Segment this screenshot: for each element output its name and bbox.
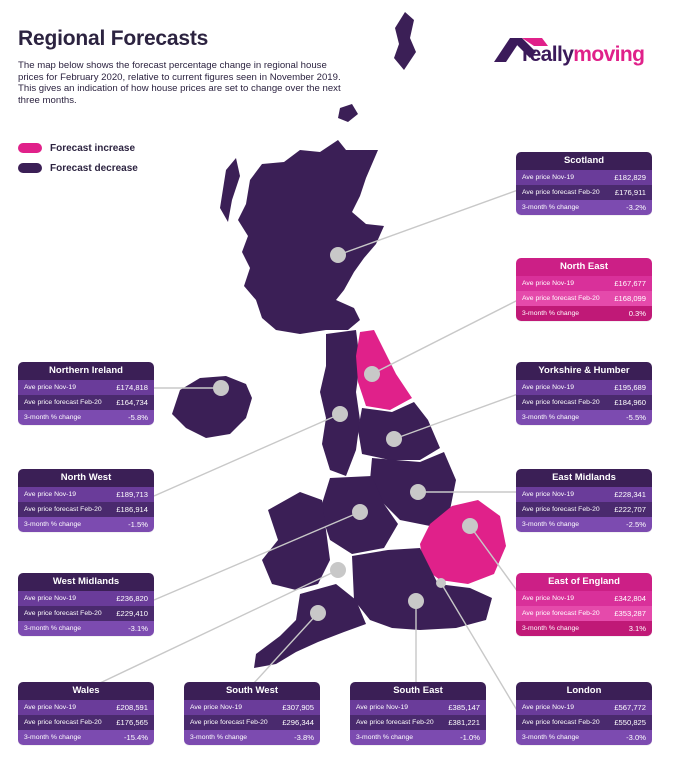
region-yorkshire (358, 402, 440, 460)
card-title: North East (516, 258, 652, 276)
row-nov: Ave price Nov-19 £228,341 (516, 487, 652, 502)
connector-scotland (338, 190, 518, 255)
card-title: East Midlands (516, 469, 652, 487)
legend-increase-label: Forecast increase (50, 142, 136, 154)
row-nov: Ave price Nov-19 £195,689 (516, 380, 652, 395)
row-nov: Ave price Nov-19 £385,147 (350, 700, 486, 715)
card-north-east (516, 258, 652, 321)
row-feb: Ave price forecast Feb-20 £164,734 (18, 395, 154, 410)
row-nov: Ave price Nov-19 £189,713 (18, 487, 154, 502)
region-scotland (238, 140, 384, 334)
page-subtitle: The map below shows the forecast percentage change in regional house prices for February 2020, relative to current figures seen in November 2019. This gives an indication of how house prices are set to change over the next three months. (18, 60, 341, 106)
card-title: Scotland (516, 152, 652, 170)
card-title: South West (184, 682, 320, 700)
marker-west-midlands (352, 504, 368, 520)
connector-north-east (372, 300, 518, 374)
card-northern-ireland (18, 362, 154, 425)
row-nov: Ave price Nov-19 £182,829 (516, 170, 652, 185)
marker-south-west (310, 605, 326, 621)
row-feb: Ave price forecast Feb-20 £381,221 (350, 715, 486, 730)
card-title: West Midlands (18, 573, 154, 591)
row-feb: Ave price forecast Feb-20 £229,410 (18, 606, 154, 621)
card-south-east (350, 682, 486, 745)
row-nov: Ave price Nov-19 £567,772 (516, 700, 652, 715)
row-feb: Ave price forecast Feb-20 £168,099 (516, 291, 652, 306)
card-title: Northern Ireland (18, 362, 154, 380)
row-change: 3-month % change -1.5% (18, 517, 154, 532)
card-title: London (516, 682, 652, 700)
row-nov: Ave price Nov-19 £167,677 (516, 276, 652, 291)
card-title: Yorkshire & Humber (516, 362, 652, 380)
row-nov: Ave price Nov-19 £307,905 (184, 700, 320, 715)
page-title: Regional Forecasts (18, 27, 209, 50)
row-nov: Ave price Nov-19 £174,818 (18, 380, 154, 395)
row-feb: Ave price forecast Feb-20 £176,565 (18, 715, 154, 730)
card-title: Wales (18, 682, 154, 700)
marker-yorkshire (386, 431, 402, 447)
marker-east-midlands (410, 484, 426, 500)
row-nov: Ave price Nov-19 £236,820 (18, 591, 154, 606)
card-london (516, 682, 652, 745)
marker-north-east (364, 366, 380, 382)
marker-north-west (332, 406, 348, 422)
marker-south-east (408, 593, 424, 609)
row-nov: Ave price Nov-19 £208,591 (18, 700, 154, 715)
logo-wordmark: reallymoving (522, 43, 645, 66)
marker-london (436, 578, 446, 588)
marker-scotland (330, 247, 346, 263)
region-north-west (320, 330, 360, 476)
legend-decrease-label: Forecast decrease (50, 162, 138, 174)
card-yorkshire (516, 362, 652, 425)
row-nov: Ave price Nov-19 £342,804 (516, 591, 652, 606)
row-feb: Ave price forecast Feb-20 £184,960 (516, 395, 652, 410)
row-change: 3-month % change -3.8% (184, 730, 320, 745)
marker-northern-ireland (213, 380, 229, 396)
card-title: East of England (516, 573, 652, 591)
connector-north-west (154, 414, 340, 496)
region-north-east (356, 330, 412, 410)
card-west-midlands (18, 573, 154, 636)
orkney-islands (338, 104, 358, 122)
row-change: 3-month % change -5.5% (516, 410, 652, 425)
marker-east-of-england (462, 518, 478, 534)
region-wales (262, 492, 330, 590)
row-change: 3-month % change -2.5% (516, 517, 652, 532)
row-feb: Ave price forecast Feb-20 £296,344 (184, 715, 320, 730)
card-east-of-england (516, 573, 652, 636)
row-feb: Ave price forecast Feb-20 £176,911 (516, 185, 652, 200)
card-north-west (18, 469, 154, 532)
row-change: 3-month % change -3.0% (516, 730, 652, 745)
row-feb: Ave price forecast Feb-20 £222,707 (516, 502, 652, 517)
card-title: South East (350, 682, 486, 700)
row-change: 3-month % change 3.1% (516, 621, 652, 636)
card-east-midlands (516, 469, 652, 532)
shetland-islands (394, 12, 416, 70)
row-change: 3-month % change -3.2% (516, 200, 652, 215)
row-change: 3-month % change 0.3% (516, 306, 652, 321)
region-south-west (254, 584, 366, 668)
row-feb: Ave price forecast Feb-20 £353,287 (516, 606, 652, 621)
marker-wales (330, 562, 346, 578)
connector-south-west (254, 613, 318, 683)
row-change: 3-month % change -1.0% (350, 730, 486, 745)
outer-hebrides (220, 158, 240, 222)
row-feb: Ave price forecast Feb-20 £186,914 (18, 502, 154, 517)
row-feb: Ave price forecast Feb-20 £550,825 (516, 715, 652, 730)
card-scotland (516, 152, 652, 215)
card-wales (18, 682, 154, 745)
card-title: North West (18, 469, 154, 487)
row-change: 3-month % change -3.1% (18, 621, 154, 636)
row-change: 3-month % change -5.8% (18, 410, 154, 425)
card-south-west (184, 682, 320, 745)
region-northern-ireland (172, 376, 252, 438)
row-change: 3-month % change -15.4% (18, 730, 154, 745)
